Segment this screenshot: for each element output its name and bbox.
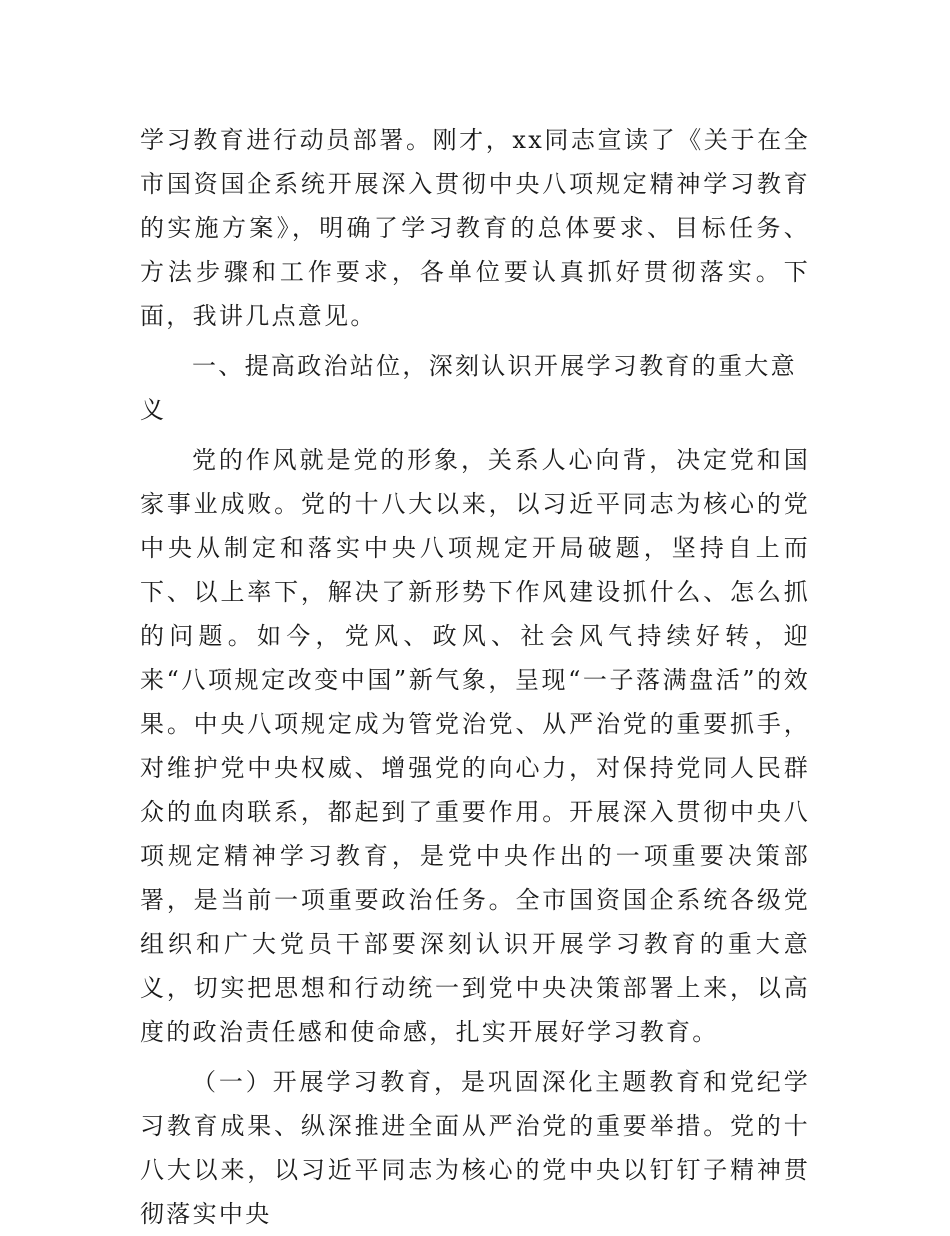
paragraph-significance: 党的作风就是党的形象，关系人心向背，决定党和国家事业成败。党的十八大以来，以习近平同志为核心的党中央从制定和落实中央八项规定开局破题，坚持自上而下、以上率下，解决了新形势下作风建设抓什么、怎么抓的问题。如今，党风、政风、社会风气持续好转，迎来“八项规定改变中国”新气象，呈现“一子落满盘活”的效果。中央八项规定成为管党治党、从严治党的重要抓手，对维护党中央权威、增强党的向心力，对保持党同人民群众的血肉联系，都起到了重要作用。开展深入贯彻中央八项规定精神学习教育，是党中央作出的一项重要决策部署，是当前一项重要政治任务。全市国资国企系统各级党组织和广大党员干部要深刻认识开展学习教育的重大意义，切实把思想和行动统一到党中央决策部署上来，以高度的政治责任感和使命感，扎实开展好学习教育。 bbox=[140, 446, 810, 1046]
section-heading-1: 一、提高政治站位，深刻认识开展学习教育的重大意义 bbox=[140, 352, 797, 424]
paragraph-subpoint-1: （一）开展学习教育，是巩固深化主题教育和党纪学习教育成果、纵深推进全面从严治党的重要举措。党的十八大以来，以习近平同志为核心的党中央以钉钉子精神贯彻落实中央 bbox=[140, 1068, 810, 1228]
paragraph-intro: 学习教育进行动员部署。刚才，xx同志宣读了《关于在全市国资国企系统开展深入贯彻中央八项规定精神学习教育的实施方案》，明确了学习教育的总体要求、目标任务、方法步骤和工作要求，各单位要认真抓好贯彻落实。下面，我讲几点意见。 bbox=[140, 126, 810, 330]
document-body bbox=[140, 118, 810, 1236]
